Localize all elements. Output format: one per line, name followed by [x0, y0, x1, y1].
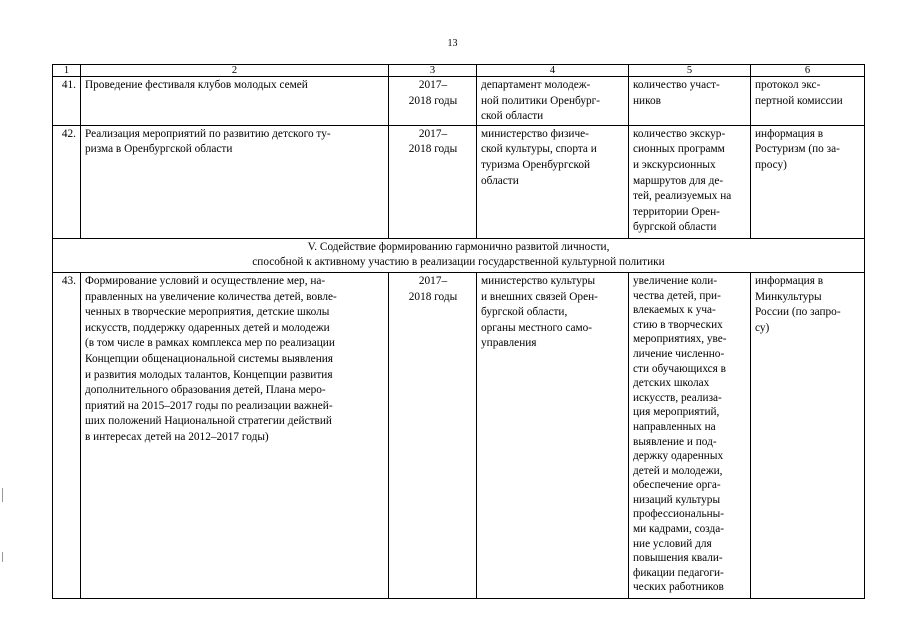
executor-line: управления	[481, 337, 537, 350]
activity-line: (в том числе в рамках комплекса мер по реализации	[85, 337, 335, 350]
executor-line: министерство физиче-	[481, 127, 589, 140]
activity-line: Проведение фестиваля клубов молодых семей	[85, 79, 308, 91]
scan-mark	[2, 552, 3, 562]
indicator-cell	[629, 77, 751, 126]
indicator-line: маршрутов для де-	[633, 174, 724, 187]
indicator-line: фикации педагоги-	[633, 566, 724, 579]
report-cell	[751, 125, 865, 238]
plan-table	[52, 64, 865, 599]
executor-line: ской области	[481, 110, 544, 123]
indicator-line: тей, реализуемых на	[633, 190, 732, 203]
indicator-line: низаций культуры	[633, 493, 721, 506]
row-number: 42.	[53, 125, 81, 238]
executor-line: ской культуры, спорта и	[481, 143, 597, 156]
indicator-line: детских школах	[633, 377, 710, 390]
activity-line: приятий на 2015–2017 годы по реализации важней-	[85, 399, 333, 412]
indicator-line: чества детей, при-	[633, 289, 721, 302]
period-line: 2018 годы	[408, 94, 458, 107]
indicator-line: детей и молодежи,	[633, 464, 723, 477]
activity-line: и развития молодых талантов, Концепции развития	[85, 368, 333, 381]
indicator-line: повышения квали-	[633, 552, 723, 565]
indicator-cell	[629, 125, 751, 238]
executor-line: ной политики Оренбург-	[481, 94, 601, 107]
report-line: пертной комиссии	[755, 94, 843, 107]
column-number: 4	[477, 65, 629, 77]
activity-line: ших положений Национальной стратегии действий	[85, 415, 332, 428]
executor-line: туризма Оренбургской	[481, 158, 591, 171]
indicator-line: и экскурсионных	[633, 158, 716, 171]
indicator-line: сти обучающихся в	[633, 362, 727, 375]
row-number: 41.	[53, 77, 81, 126]
executor-line: бургской области,	[481, 306, 568, 319]
executor-cell	[477, 125, 629, 238]
column-number: 3	[389, 65, 477, 77]
row-number: 43.	[53, 272, 81, 598]
indicator-cell	[629, 272, 751, 598]
activity-line: ризма в Оренбургской области	[85, 143, 233, 156]
activity-line: ченных в творческие мероприятия, детские школы	[85, 306, 330, 319]
column-number-row	[53, 65, 865, 77]
indicator-line: мероприятиях, уве-	[633, 333, 727, 346]
column-number: 6	[751, 65, 865, 77]
indicator-line: профессиональны-	[633, 508, 725, 521]
scan-mark	[2, 488, 3, 502]
indicator-line: ция мероприятий,	[633, 406, 720, 419]
report-line: протокол экс-	[755, 79, 821, 91]
executor-line: министерство культуры	[481, 274, 596, 287]
executor-line: органы местного само-	[481, 321, 593, 334]
report-line: просу)	[755, 158, 787, 171]
executor-cell	[477, 77, 629, 126]
column-number: 2	[81, 65, 389, 77]
table-row	[53, 77, 865, 126]
activity-line: Реализация мероприятий по развитию детского ту-	[85, 127, 331, 140]
executor-line: области	[481, 174, 519, 187]
period-cell	[389, 77, 477, 126]
page-number: 13	[447, 38, 458, 49]
period-line: 2018 годы	[408, 143, 458, 156]
period-line: 2018 годы	[408, 290, 458, 303]
activity-cell	[81, 125, 389, 238]
activity-line: Концепции общенациональной системы выявления	[85, 352, 333, 365]
indicator-line: ческих работников	[633, 581, 724, 594]
indicator-line: территории Орен-	[633, 205, 720, 218]
executor-line: департамент молодеж-	[481, 79, 591, 91]
activity-cell	[81, 77, 389, 126]
report-line: Минкультуры	[755, 290, 822, 303]
indicator-line: стию в творческих	[633, 318, 723, 331]
report-line: Ростуризм (по за-	[755, 143, 840, 156]
executor-line: и внешних связей Орен-	[481, 290, 598, 303]
period-cell	[389, 125, 477, 238]
section-heading-line: способной к активному участию в реализации государственной культурной политики	[252, 256, 665, 269]
period-cell	[389, 272, 477, 598]
report-line: су)	[755, 321, 770, 334]
indicator-line: бургской области	[633, 221, 717, 234]
period-line: 2017–	[418, 274, 448, 287]
period-line: 2017–	[418, 79, 448, 91]
report-cell	[751, 272, 865, 598]
report-cell	[751, 77, 865, 126]
period-line: 2017–	[418, 127, 448, 140]
table-row	[53, 125, 865, 238]
indicator-line: влекаемых к уча-	[633, 304, 716, 317]
column-number: 5	[629, 65, 751, 77]
indicator-line: количество участ-	[633, 79, 720, 91]
activity-line: искусств, поддержку одаренных детей и молодежи	[85, 321, 330, 334]
indicator-line: ми кадрами, созда-	[633, 523, 725, 536]
indicator-line: держку одаренных	[633, 450, 724, 463]
column-number: 1	[53, 65, 81, 77]
indicator-line: ние условий для	[633, 537, 712, 550]
indicator-line: выявление и под-	[633, 435, 717, 448]
section-row	[53, 238, 865, 272]
indicator-line: сионных программ	[633, 143, 725, 156]
indicator-line: личение численно-	[633, 347, 725, 360]
section-heading	[53, 238, 865, 272]
executor-cell	[477, 272, 629, 598]
report-line: информация в	[755, 274, 824, 287]
activity-cell	[81, 272, 389, 598]
indicator-line: количество экскур-	[633, 127, 726, 140]
indicator-line: направленных на	[633, 420, 716, 433]
section-heading-line: V. Содействие формированию гармонично развитой личности,	[307, 240, 610, 253]
activity-line: Формирование условий и осуществление мер, на-	[85, 274, 326, 287]
activity-line: правленных на увеличение количества детей, вовле-	[85, 290, 337, 303]
activity-line: дополнительного образования детей, Плана меро-	[85, 384, 326, 397]
indicator-line: искусств, реализа-	[633, 391, 722, 404]
report-line: информация в	[755, 127, 824, 140]
indicator-line: обеспечение орга-	[633, 479, 721, 492]
indicator-line: ников	[633, 94, 661, 107]
indicator-line: увеличение коли-	[633, 274, 718, 287]
activity-line: в интересах детей на 2012–2017 годы)	[85, 430, 269, 443]
table-row	[53, 272, 865, 598]
report-line: России (по запро-	[755, 306, 841, 319]
